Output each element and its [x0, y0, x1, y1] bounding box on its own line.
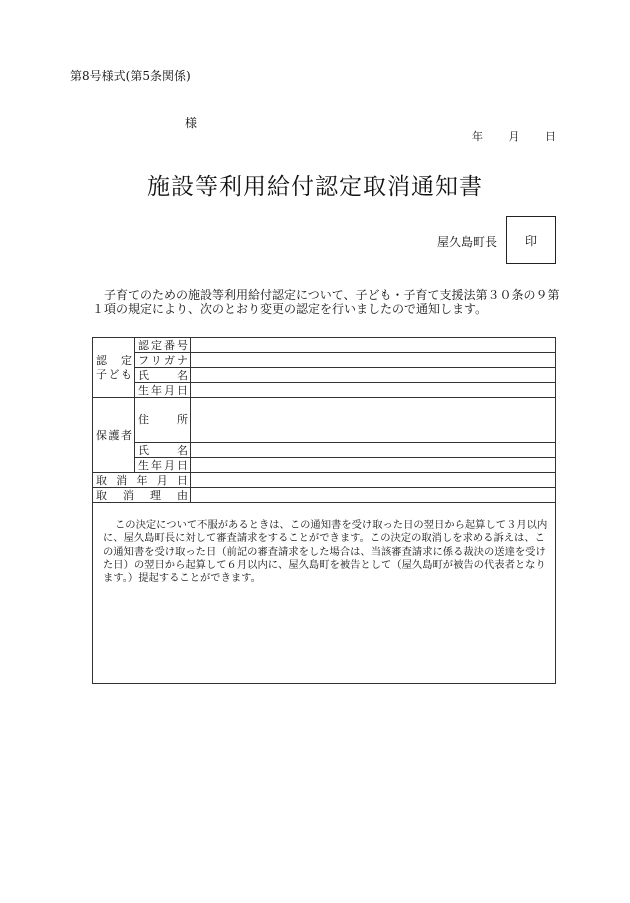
- row-label-child-name: 氏名: [138, 369, 188, 382]
- issuer: 屋久島町長: [437, 235, 498, 249]
- row-line: [134, 367, 556, 368]
- date-year: 年: [472, 130, 483, 143]
- row-label-cancel-date: 取消年月日: [96, 474, 188, 487]
- row-label-child-birthdate: 生年月日: [138, 384, 188, 397]
- row-label-cert-number: 認定番号: [138, 339, 188, 352]
- date-line: [472, 128, 556, 144]
- table-border-top: [92, 337, 556, 338]
- row-label-furigana: フリガナ: [138, 354, 188, 367]
- guardian-group-label: 保護者: [96, 429, 132, 442]
- body-text: 子育てのための施設等利用給付認定について、子ども・子育て支援法第３０条の９第１項の規定により、次のとおり変更の認定を行いましたので通知します。: [92, 288, 560, 316]
- table-border-left: [92, 337, 93, 684]
- page-title: 施設等利用給付認定取消通知書: [147, 174, 483, 200]
- seal-label: 印: [524, 233, 537, 248]
- divider-group: [134, 337, 135, 472]
- row-label-guardian-birthdate: 生年月日: [138, 459, 188, 472]
- row-line: [134, 382, 556, 383]
- form-number: 第8号様式(第5条関係): [70, 69, 191, 83]
- row-line: [92, 397, 556, 398]
- date-month: 月: [508, 130, 520, 143]
- row-label-cancel-reason: 取消理由: [96, 489, 188, 502]
- row-line: [134, 457, 556, 458]
- child-group-line2: 子ども: [96, 368, 132, 381]
- table-border-right: [555, 337, 556, 684]
- child-group-line1: 認 定: [96, 354, 132, 367]
- row-line: [92, 502, 556, 503]
- row-line: [92, 487, 556, 488]
- divider-label: [190, 337, 191, 502]
- table-border-bottom: [92, 683, 556, 684]
- row-label-address: 住所: [138, 413, 188, 426]
- row-line: [134, 352, 556, 353]
- appeal-notice: この決定について不服があるときは、この通知書を受け取った日の翌日から起算して３月以内に、屋久島町長に対して審査請求をすることができます。この決定の取消しを求める訴えは、この通知書を受け取った日（前記の審査請求をした場合は、当該審査請求に係る裁決の送達を受けた日）の翌日から起算して６月以内に、屋久島町を被告として（屋久島町が被告の代表者となります。）提起することができます。: [103, 519, 548, 585]
- seal-box: [506, 216, 556, 264]
- addressee-suffix: 様: [185, 116, 198, 130]
- row-line: [92, 472, 556, 473]
- date-day: 日: [545, 130, 556, 143]
- row-label-guardian-name: 氏名: [138, 444, 188, 457]
- row-line: [134, 442, 556, 443]
